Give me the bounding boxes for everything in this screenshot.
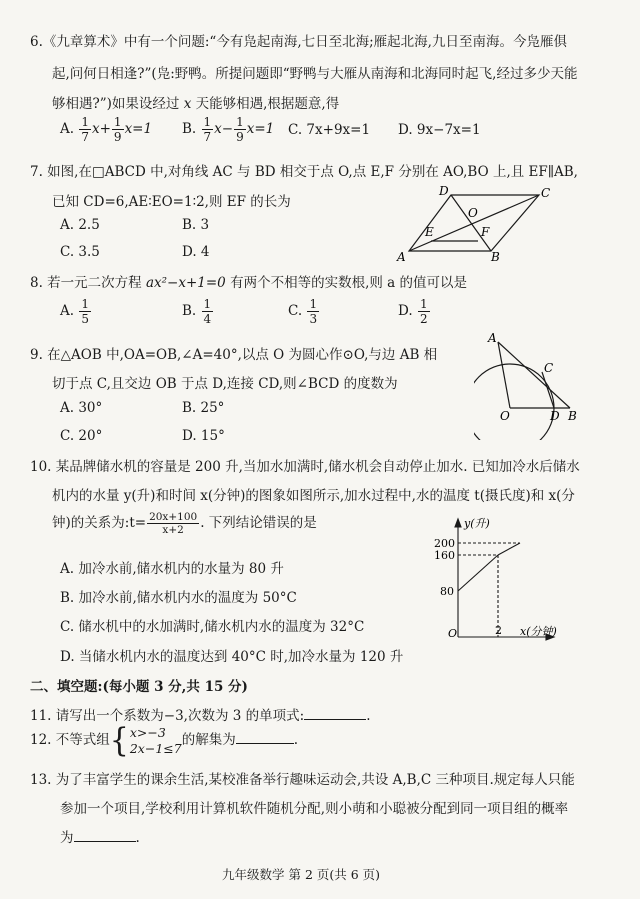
q6-option-d: D. 9x−7x=1 [398, 122, 481, 138]
y-axis-arrow [455, 519, 461, 527]
q10-option-a: A. 加冷水前,储水机内的水量为 80 升 [60, 561, 284, 577]
q9-option-b: B. 25° [182, 400, 225, 416]
page-footer: 九年级数学 第 2 页(共 6 页) [222, 867, 381, 882]
q11-answer-blank[interactable] [304, 705, 366, 720]
graph-line-extension [498, 543, 520, 555]
q12: 12. 不等式组 { x>−3 2x−1≤7 的解集为 . [30, 720, 299, 760]
point-d-label: D [439, 184, 449, 198]
q13-stem-line-1: 13. 为了丰富学生的课余生活,某校准备举行趣味运动会,共设 A,B,C 三种项目.规定每人只能 [30, 772, 575, 788]
diagonal-ac [409, 195, 539, 251]
origin-label: O [448, 627, 458, 640]
point-o-label: O [500, 409, 510, 423]
q7-option-b: B. 3 [182, 217, 210, 233]
q6-stem-line-1: 6.《九章算术》中有一个问题:“今有凫起南海,七日至北海;雁起北海,九日至南海。今凫雁俱 [30, 34, 567, 50]
q7-option-c: C. 3.5 [60, 244, 100, 260]
point-d-label: D [550, 409, 560, 423]
q13-stem-line-3: 为 . [60, 826, 140, 846]
q9-option-d: D. 15° [182, 428, 225, 444]
segment-cd [542, 372, 554, 408]
q7-parallelogram-figure [395, 183, 565, 263]
point-a-label: A [488, 331, 497, 345]
q10-option-b: B. 加冷水前,储水机内水的温度为 50°C [60, 590, 297, 606]
q13-stem-line-2: 参加一个项目,学校利用计算机软件随机分配,则小萌和小聪被分配到同一项目组的概率 [60, 801, 569, 817]
q12-answer-blank[interactable] [236, 729, 294, 744]
point-o-label: O [468, 206, 478, 220]
q9-option-a: A. 30° [60, 400, 103, 416]
circle-o [474, 364, 554, 440]
point-b-label: B [568, 409, 577, 423]
q8-option-a: A. $\frac{1}{5}$ [60, 297, 89, 326]
q8-option-b: B. $\frac{1}{4}$ [182, 297, 212, 326]
q10-option-c: C. 储水机中的水加满时,储水机内水的温度为 32°C [60, 619, 365, 635]
q11: 11. 请写出一个系数为−3,次数为 3 的单项式: . [30, 704, 370, 724]
x-axis-label: x(分钟) [520, 625, 557, 638]
y-tick-160: 160 [434, 549, 455, 562]
point-c-label: C [544, 361, 554, 375]
q10-stem-line-3: 钟)的关系为:t= $\frac{20x+100}{x+2}$ . 下列结论错误的是 [52, 510, 317, 536]
point-a-label: A [397, 250, 406, 263]
point-c-label: C [541, 186, 551, 200]
q10-stem-line-2: 机内的水量 y(升)和时间 x(分钟)的图象如图所示,加水过程中,水的温度 t(摄氏度)和 x(分 [52, 488, 575, 504]
q9-stem-line-1: 9. 在△AOB 中,OA=OB,∠A=40°,以点 O 为圆心作⊙O,与边 AB 相 [30, 347, 438, 363]
q8-stem: 8. 若一元二次方程 ax²−x+1=0 有两个不相等的实数根,则 a 的值可以是 [30, 275, 467, 291]
q9-stem-line-2: 切于点 C,且交边 OB 于点 D,连接 CD,则∠BCD 的度数为 [52, 376, 398, 392]
q9-option-c: C. 20° [60, 428, 103, 444]
point-f-label: F [481, 225, 490, 239]
q6-option-c: C. 7x+9x=1 [288, 122, 371, 138]
q7-stem-line-1: 7. 如图,在□ABCD 中,对角线 AC 与 BD 相交于点 O,点 E,F 分别在 AO,BO 上,且 EF∥AB, [30, 164, 578, 180]
section-2-title: 二、填空题:(每小题 3 分,共 15 分) [30, 679, 248, 695]
graph-line [458, 555, 498, 591]
q6-option-b: B. $\frac{1}{7}$ x− $\frac{1}{9}$ x=1 [182, 115, 275, 144]
point-e-label: E [425, 225, 434, 239]
q7-option-d: D. 4 [182, 244, 210, 260]
y-tick-200: 200 [434, 537, 455, 550]
q6-stem-line-2: 起,问何日相逢?”(凫:野鸭。所提问题即“野鸭与大雁从南海和北海同时起飞,经过多少天能 [52, 66, 578, 82]
q10-water-graph [430, 515, 590, 645]
x-tick-2: 2 [495, 624, 502, 637]
q7-stem-line-2: 已知 CD=6,AE∶EO=1∶2,则 EF 的长为 [52, 194, 291, 210]
q8-option-d: D. $\frac{1}{2}$ [398, 297, 428, 326]
diagonal-bd [451, 195, 491, 251]
q10-option-d: D. 当储水机内水的温度达到 40°C 时,加冷水量为 120 升 [60, 649, 404, 665]
point-b-label: B [491, 250, 500, 263]
q6-option-a: A. $\frac{1}{7}$ x+ $\frac{1}{9}$ x=1 [60, 115, 153, 144]
q8-option-c: C. $\frac{1}{3}$ [288, 297, 318, 326]
inequality-system: { x>−3 2x−1≤7 [109, 720, 182, 760]
y-axis-label: y(升) [464, 517, 490, 530]
q6-stem-line-3: 够相遇?”)如果设经过 x 天能够相遇,根据题意,得 [52, 96, 340, 112]
q13-answer-blank[interactable] [74, 827, 136, 842]
q7-option-a: A. 2.5 [60, 217, 100, 233]
y-tick-80: 80 [440, 585, 454, 598]
q10-stem-line-1: 10. 某品牌储水机的容量是 200 升,当加水加满时,储水机会自动停止加水. 已知加冷水后储水 [30, 459, 580, 475]
q9-circle-figure [474, 330, 584, 440]
